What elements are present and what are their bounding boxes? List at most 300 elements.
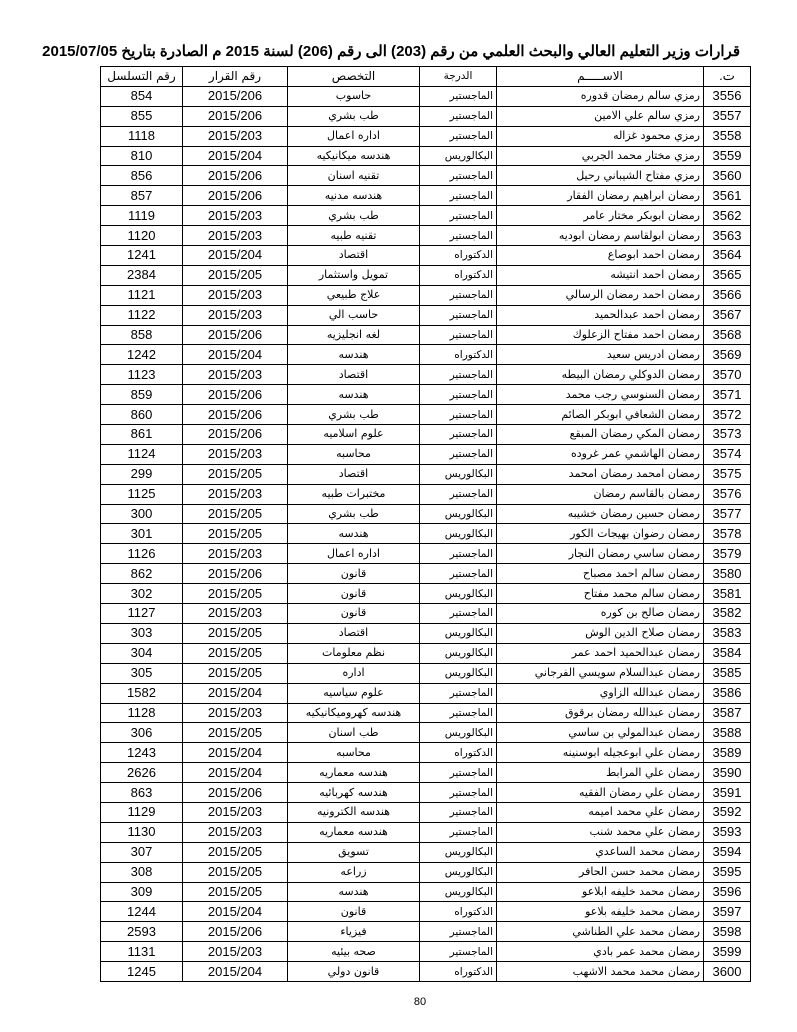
cell-degree: الماجستير (420, 425, 497, 445)
cell-degree: الماجستير (420, 325, 497, 345)
cell-name: رمضان احمد عبدالحميد (497, 305, 704, 325)
cell-degree: الدكتوراه (420, 265, 497, 285)
cell-decision: 2015/203 (183, 285, 288, 305)
table-row (101, 584, 751, 604)
cell-decision: 2015/206 (183, 106, 288, 126)
cell-num: 3562 (704, 206, 751, 226)
cell-num: 3583 (704, 623, 751, 643)
table-row (101, 842, 751, 862)
cell-specialty: نظم معلومات (288, 643, 420, 663)
cell-name: رمضان سالم محمد مفتاح (497, 584, 704, 604)
cell-name: رمضان عبدالله الزاوي (497, 683, 704, 703)
cell-name: رمضان صلاح الدين الوش (497, 623, 704, 643)
table-row (101, 623, 751, 643)
cell-num: 3557 (704, 106, 751, 126)
cell-name: رمضان احمد رمضان الرسالي (497, 285, 704, 305)
cell-name: رمزي سالم رمضان قدوره (497, 86, 704, 106)
cell-sequence: 854 (101, 86, 183, 106)
table-row (101, 425, 751, 445)
cell-degree: الماجستير (420, 683, 497, 703)
cell-name: رمضان علي محمد اميمه (497, 802, 704, 822)
cell-sequence: 304 (101, 643, 183, 663)
cell-degree: الدكتوراه (420, 743, 497, 763)
cell-num: 3575 (704, 464, 751, 484)
cell-name: رمضان علي محمد شنب (497, 822, 704, 842)
cell-num: 3561 (704, 186, 751, 206)
cell-degree: الماجستير (420, 126, 497, 146)
cell-decision: 2015/206 (183, 186, 288, 206)
cell-specialty: صحه بيئيه (288, 942, 420, 962)
cell-num: 3566 (704, 285, 751, 305)
table-row (101, 604, 751, 624)
cell-name: رمضان ابوبكر مختار عامر (497, 206, 704, 226)
cell-sequence: 309 (101, 882, 183, 902)
table-row (101, 484, 751, 504)
cell-num: 3556 (704, 86, 751, 106)
cell-degree: الماجستير (420, 106, 497, 126)
table-row (101, 106, 751, 126)
cell-num: 3595 (704, 862, 751, 882)
cell-specialty: هندسه (288, 345, 420, 365)
cell-name: رمضان عبدالحميد احمد عمر (497, 643, 704, 663)
cell-specialty: اداره (288, 663, 420, 683)
cell-name: رمضان ابولقاسم رمضان ابوديه (497, 226, 704, 246)
cell-degree: البكالوريس (420, 663, 497, 683)
cell-sequence: 307 (101, 842, 183, 862)
cell-sequence: 301 (101, 524, 183, 544)
cell-name: رمضان سالم احمد مصباح (497, 564, 704, 584)
cell-sequence: 810 (101, 146, 183, 166)
table-row (101, 504, 751, 524)
cell-name: رمضان محمد حسن الحافر (497, 862, 704, 882)
cell-sequence: 1118 (101, 126, 183, 146)
table-row (101, 683, 751, 703)
cell-name: رمضان صالح بن كوره (497, 604, 704, 624)
cell-degree: الدكتوراه (420, 246, 497, 266)
cell-num: 3591 (704, 783, 751, 803)
table-row (101, 544, 751, 564)
cell-num: 3594 (704, 842, 751, 862)
cell-name: رمضان الشعافي ابوبكر الصائم (497, 405, 704, 425)
cell-name: رمزي محمود غزاله (497, 126, 704, 146)
cell-name: رمضان محمد محمد الاشهب (497, 962, 704, 982)
cell-degree: الماجستير (420, 226, 497, 246)
cell-sequence: 1124 (101, 444, 183, 464)
table-row (101, 186, 751, 206)
table-row (101, 763, 751, 783)
table-row (101, 285, 751, 305)
cell-sequence: 2626 (101, 763, 183, 783)
table-row (101, 305, 751, 325)
cell-num: 3582 (704, 604, 751, 624)
cell-decision: 2015/203 (183, 802, 288, 822)
cell-name: رمضان ادريس سعيد (497, 345, 704, 365)
cell-specialty: لغه انجليزيه (288, 325, 420, 345)
cell-specialty: هندسه معماريه (288, 763, 420, 783)
cell-sequence: 855 (101, 106, 183, 126)
cell-name: رمضان ابراهيم رمضان الفقار (497, 186, 704, 206)
cell-decision: 2015/203 (183, 544, 288, 564)
cell-degree: الماجستير (420, 822, 497, 842)
cell-name: رمضان محمد خليفه ابلاعو (497, 882, 704, 902)
table-row (101, 126, 751, 146)
cell-sequence: 2593 (101, 922, 183, 942)
cell-num: 3592 (704, 802, 751, 822)
table-row (101, 723, 751, 743)
table-row (101, 942, 751, 962)
cell-decision: 2015/206 (183, 405, 288, 425)
cell-specialty: هندسه (288, 524, 420, 544)
cell-decision: 2015/204 (183, 763, 288, 783)
cell-degree: البكالوريس (420, 146, 497, 166)
cell-num: 3564 (704, 246, 751, 266)
cell-specialty: طب بشري (288, 106, 420, 126)
cell-sequence: 1125 (101, 484, 183, 504)
cell-num: 3563 (704, 226, 751, 246)
cell-sequence: 1129 (101, 802, 183, 822)
cell-num: 3588 (704, 723, 751, 743)
cell-decision: 2015/205 (183, 663, 288, 683)
cell-sequence: 308 (101, 862, 183, 882)
cell-decision: 2015/205 (183, 882, 288, 902)
decisions-table (100, 66, 751, 982)
cell-sequence: 1242 (101, 345, 183, 365)
cell-degree: الماجستير (420, 564, 497, 584)
cell-specialty: مختبرات طبيه (288, 484, 420, 504)
cell-specialty: اداره اعمال (288, 544, 420, 564)
table-row (101, 464, 751, 484)
cell-decision: 2015/205 (183, 464, 288, 484)
cell-num: 3599 (704, 942, 751, 962)
cell-specialty: تقنيه اسنان (288, 166, 420, 186)
cell-degree: البكالوريس (420, 842, 497, 862)
header-decision: رقم القرار (183, 67, 288, 87)
cell-name: رمضان السنوسي رجب محمد (497, 385, 704, 405)
cell-decision: 2015/203 (183, 226, 288, 246)
cell-decision: 2015/204 (183, 345, 288, 365)
table-row (101, 146, 751, 166)
cell-sequence: 1122 (101, 305, 183, 325)
table-row (101, 206, 751, 226)
cell-name: رمضان عبدالسلام سويسي الفرجاني (497, 663, 704, 683)
cell-specialty: اداره اعمال (288, 126, 420, 146)
cell-decision: 2015/204 (183, 902, 288, 922)
table-row (101, 743, 751, 763)
cell-num: 3573 (704, 425, 751, 445)
cell-specialty: قانون (288, 584, 420, 604)
cell-sequence: 1128 (101, 703, 183, 723)
cell-degree: الماجستير (420, 444, 497, 464)
cell-decision: 2015/206 (183, 425, 288, 445)
cell-sequence: 306 (101, 723, 183, 743)
cell-decision: 2015/205 (183, 584, 288, 604)
cell-degree: الدكتوراه (420, 962, 497, 982)
cell-specialty: هندسه (288, 882, 420, 902)
cell-decision: 2015/203 (183, 604, 288, 624)
cell-sequence: 1244 (101, 902, 183, 922)
cell-specialty: هندسه (288, 385, 420, 405)
cell-num: 3560 (704, 166, 751, 186)
cell-degree: البكالوريس (420, 464, 497, 484)
cell-degree: الماجستير (420, 405, 497, 425)
table-row (101, 385, 751, 405)
cell-num: 3577 (704, 504, 751, 524)
cell-degree: الماجستير (420, 186, 497, 206)
cell-specialty: علوم اسلاميه (288, 425, 420, 445)
cell-decision: 2015/204 (183, 683, 288, 703)
cell-degree: البكالوريس (420, 623, 497, 643)
cell-name: رمضان احمد مفتاح الزعلوك (497, 325, 704, 345)
cell-name: رمزي مفتاح الشيباني رحيل (497, 166, 704, 186)
cell-name: رمضان الهاشمي عمر غروده (497, 444, 704, 464)
cell-degree: البكالوريس (420, 504, 497, 524)
cell-degree: الماجستير (420, 206, 497, 226)
cell-sequence: 1245 (101, 962, 183, 982)
table-row (101, 783, 751, 803)
document-title: قرارات وزير التعليم العالي والبحث العلمي من رقم (203) الى رقم (206) لسنة 2015 م الصادرة بتاريخ 2015/07/05 (42, 43, 740, 60)
cell-specialty: هندسه معماريه (288, 822, 420, 842)
cell-degree: الماجستير (420, 763, 497, 783)
cell-degree: البكالوريس (420, 882, 497, 902)
cell-sequence: 1119 (101, 206, 183, 226)
cell-degree: الدكتوراه (420, 345, 497, 365)
cell-specialty: طب بشري (288, 405, 420, 425)
cell-name: رمضان حسين رمضان خشيبه (497, 504, 704, 524)
cell-sequence: 862 (101, 564, 183, 584)
cell-degree: الماجستير (420, 385, 497, 405)
cell-decision: 2015/206 (183, 783, 288, 803)
cell-specialty: محاسبه (288, 444, 420, 464)
cell-degree: البكالوريس (420, 524, 497, 544)
cell-degree: الماجستير (420, 703, 497, 723)
cell-sequence: 1582 (101, 683, 183, 703)
table-row (101, 86, 751, 106)
cell-sequence: 1123 (101, 365, 183, 385)
cell-decision: 2015/204 (183, 743, 288, 763)
cell-specialty: طب بشري (288, 504, 420, 524)
cell-name: رمزي مختار محمد الجربي (497, 146, 704, 166)
cell-decision: 2015/205 (183, 524, 288, 544)
cell-degree: الدكتوراه (420, 902, 497, 922)
cell-decision: 2015/206 (183, 922, 288, 942)
cell-decision: 2015/203 (183, 942, 288, 962)
cell-sequence: 1120 (101, 226, 183, 246)
cell-specialty: تمويل واستثمار (288, 265, 420, 285)
table-row (101, 444, 751, 464)
cell-specialty: هندسه الكترونيه (288, 802, 420, 822)
cell-specialty: قانون دولي (288, 962, 420, 982)
cell-decision: 2015/203 (183, 365, 288, 385)
cell-decision: 2015/204 (183, 962, 288, 982)
cell-num: 3593 (704, 822, 751, 842)
cell-degree: الماجستير (420, 305, 497, 325)
cell-sequence: 300 (101, 504, 183, 524)
table-row (101, 862, 751, 882)
cell-num: 3576 (704, 484, 751, 504)
header-num: ت. (704, 67, 751, 87)
table-row (101, 643, 751, 663)
table-row (101, 902, 751, 922)
cell-degree: الماجستير (420, 365, 497, 385)
cell-num: 3568 (704, 325, 751, 345)
table-row (101, 226, 751, 246)
cell-degree: الماجستير (420, 604, 497, 624)
cell-degree: الماجستير (420, 802, 497, 822)
cell-degree: الماجستير (420, 783, 497, 803)
cell-num: 3558 (704, 126, 751, 146)
cell-sequence: 1241 (101, 246, 183, 266)
cell-sequence: 1127 (101, 604, 183, 624)
cell-num: 3581 (704, 584, 751, 604)
cell-decision: 2015/206 (183, 325, 288, 345)
cell-name: رمزي سالم علي الامين (497, 106, 704, 126)
cell-name: رمضان محمد الساعدي (497, 842, 704, 862)
cell-degree: الماجستير (420, 484, 497, 504)
cell-decision: 2015/204 (183, 246, 288, 266)
cell-specialty: اقتصاد (288, 365, 420, 385)
cell-num: 3585 (704, 663, 751, 683)
cell-degree: الماجستير (420, 166, 497, 186)
cell-name: رمضان المكي رمضان المبقع (497, 425, 704, 445)
table-header-row (101, 67, 751, 87)
cell-specialty: علوم سياسيه (288, 683, 420, 703)
header-sequence: رقم التسلسل (101, 67, 183, 87)
table-row (101, 882, 751, 902)
cell-num: 3590 (704, 763, 751, 783)
table-row (101, 802, 751, 822)
cell-sequence: 1130 (101, 822, 183, 842)
cell-sequence: 299 (101, 464, 183, 484)
cell-specialty: قانون (288, 564, 420, 584)
cell-num: 3598 (704, 922, 751, 942)
cell-decision: 2015/206 (183, 166, 288, 186)
cell-num: 3600 (704, 962, 751, 982)
cell-decision: 2015/205 (183, 723, 288, 743)
header-degree: الدرجة (420, 67, 497, 87)
cell-specialty: فيزياء (288, 922, 420, 942)
cell-name: رمضان محمد عمر بادي (497, 942, 704, 962)
cell-specialty: تسويق (288, 842, 420, 862)
cell-num: 3596 (704, 882, 751, 902)
cell-num: 3559 (704, 146, 751, 166)
cell-sequence: 302 (101, 584, 183, 604)
cell-name: رمضان علي المرابط (497, 763, 704, 783)
cell-specialty: تقنيه طبيه (288, 226, 420, 246)
cell-sequence: 861 (101, 425, 183, 445)
cell-degree: البكالوريس (420, 862, 497, 882)
table-row (101, 265, 751, 285)
page-number: 80 (413, 996, 427, 1008)
table-row (101, 962, 751, 982)
cell-degree: الماجستير (420, 285, 497, 305)
cell-num: 3567 (704, 305, 751, 325)
cell-num: 3570 (704, 365, 751, 385)
cell-specialty: هندسه كهربائيه (288, 783, 420, 803)
cell-sequence: 1126 (101, 544, 183, 564)
cell-name: رمضان عبدالمولي بن ساسي (497, 723, 704, 743)
cell-num: 3589 (704, 743, 751, 763)
cell-sequence: 303 (101, 623, 183, 643)
cell-name: رمضان محمد خليفه بلاعو (497, 902, 704, 922)
cell-sequence: 858 (101, 325, 183, 345)
cell-degree: الماجستير (420, 544, 497, 564)
cell-specialty: هندسه كهروميكانيكيه (288, 703, 420, 723)
header-name: الاســـــم (497, 67, 704, 87)
cell-sequence: 863 (101, 783, 183, 803)
table-row (101, 345, 751, 365)
cell-specialty: علاج طبيعي (288, 285, 420, 305)
cell-degree: الماجستير (420, 942, 497, 962)
cell-decision: 2015/206 (183, 385, 288, 405)
cell-num: 3579 (704, 544, 751, 564)
cell-decision: 2015/205 (183, 504, 288, 524)
table-row (101, 822, 751, 842)
cell-num: 3565 (704, 265, 751, 285)
cell-specialty: حاسب الي (288, 305, 420, 325)
cell-specialty: اقتصاد (288, 464, 420, 484)
cell-name: رمضان عبدالله رمضان برقوق (497, 703, 704, 723)
cell-sequence: 1121 (101, 285, 183, 305)
cell-specialty: هندسه ميكانيكيه (288, 146, 420, 166)
cell-name: رمضان احمد انتيشه (497, 265, 704, 285)
cell-name: رمضان بالقاسم رمضان (497, 484, 704, 504)
cell-specialty: هندسه مدنيه (288, 186, 420, 206)
table-row (101, 703, 751, 723)
cell-decision: 2015/206 (183, 564, 288, 584)
cell-decision: 2015/203 (183, 126, 288, 146)
table-row (101, 524, 751, 544)
cell-degree: الماجستير (420, 922, 497, 942)
table-row (101, 922, 751, 942)
cell-num: 3584 (704, 643, 751, 663)
cell-decision: 2015/205 (183, 643, 288, 663)
header-specialty: التخصص (288, 67, 420, 87)
cell-specialty: اقتصاد (288, 246, 420, 266)
cell-decision: 2015/204 (183, 146, 288, 166)
cell-name: رمضان ساسي رمضان النجار (497, 544, 704, 564)
cell-name: رمضان الدوكلي رمضان البيطه (497, 365, 704, 385)
table-row (101, 325, 751, 345)
cell-name: رمضان امحمد رمضان امحمد (497, 464, 704, 484)
cell-decision: 2015/205 (183, 842, 288, 862)
cell-name: رمضان محمد علي الطناشي (497, 922, 704, 942)
cell-degree: البكالوريس (420, 723, 497, 743)
cell-num: 3569 (704, 345, 751, 365)
cell-decision: 2015/205 (183, 862, 288, 882)
cell-decision: 2015/203 (183, 703, 288, 723)
cell-name: رمضان احمد ابوصاع (497, 246, 704, 266)
cell-specialty: زراعه (288, 862, 420, 882)
cell-decision: 2015/203 (183, 206, 288, 226)
cell-sequence: 860 (101, 405, 183, 425)
cell-decision: 2015/206 (183, 86, 288, 106)
cell-decision: 2015/205 (183, 623, 288, 643)
cell-num: 3578 (704, 524, 751, 544)
cell-specialty: حاسوب (288, 86, 420, 106)
cell-specialty: محاسبه (288, 743, 420, 763)
cell-sequence: 305 (101, 663, 183, 683)
table-row (101, 663, 751, 683)
cell-degree: الماجستير (420, 86, 497, 106)
table-row (101, 166, 751, 186)
table-row (101, 405, 751, 425)
cell-degree: البكالوريس (420, 643, 497, 663)
cell-sequence: 1131 (101, 942, 183, 962)
cell-degree: البكالوريس (420, 584, 497, 604)
cell-num: 3574 (704, 444, 751, 464)
cell-decision: 2015/203 (183, 305, 288, 325)
cell-num: 3586 (704, 683, 751, 703)
